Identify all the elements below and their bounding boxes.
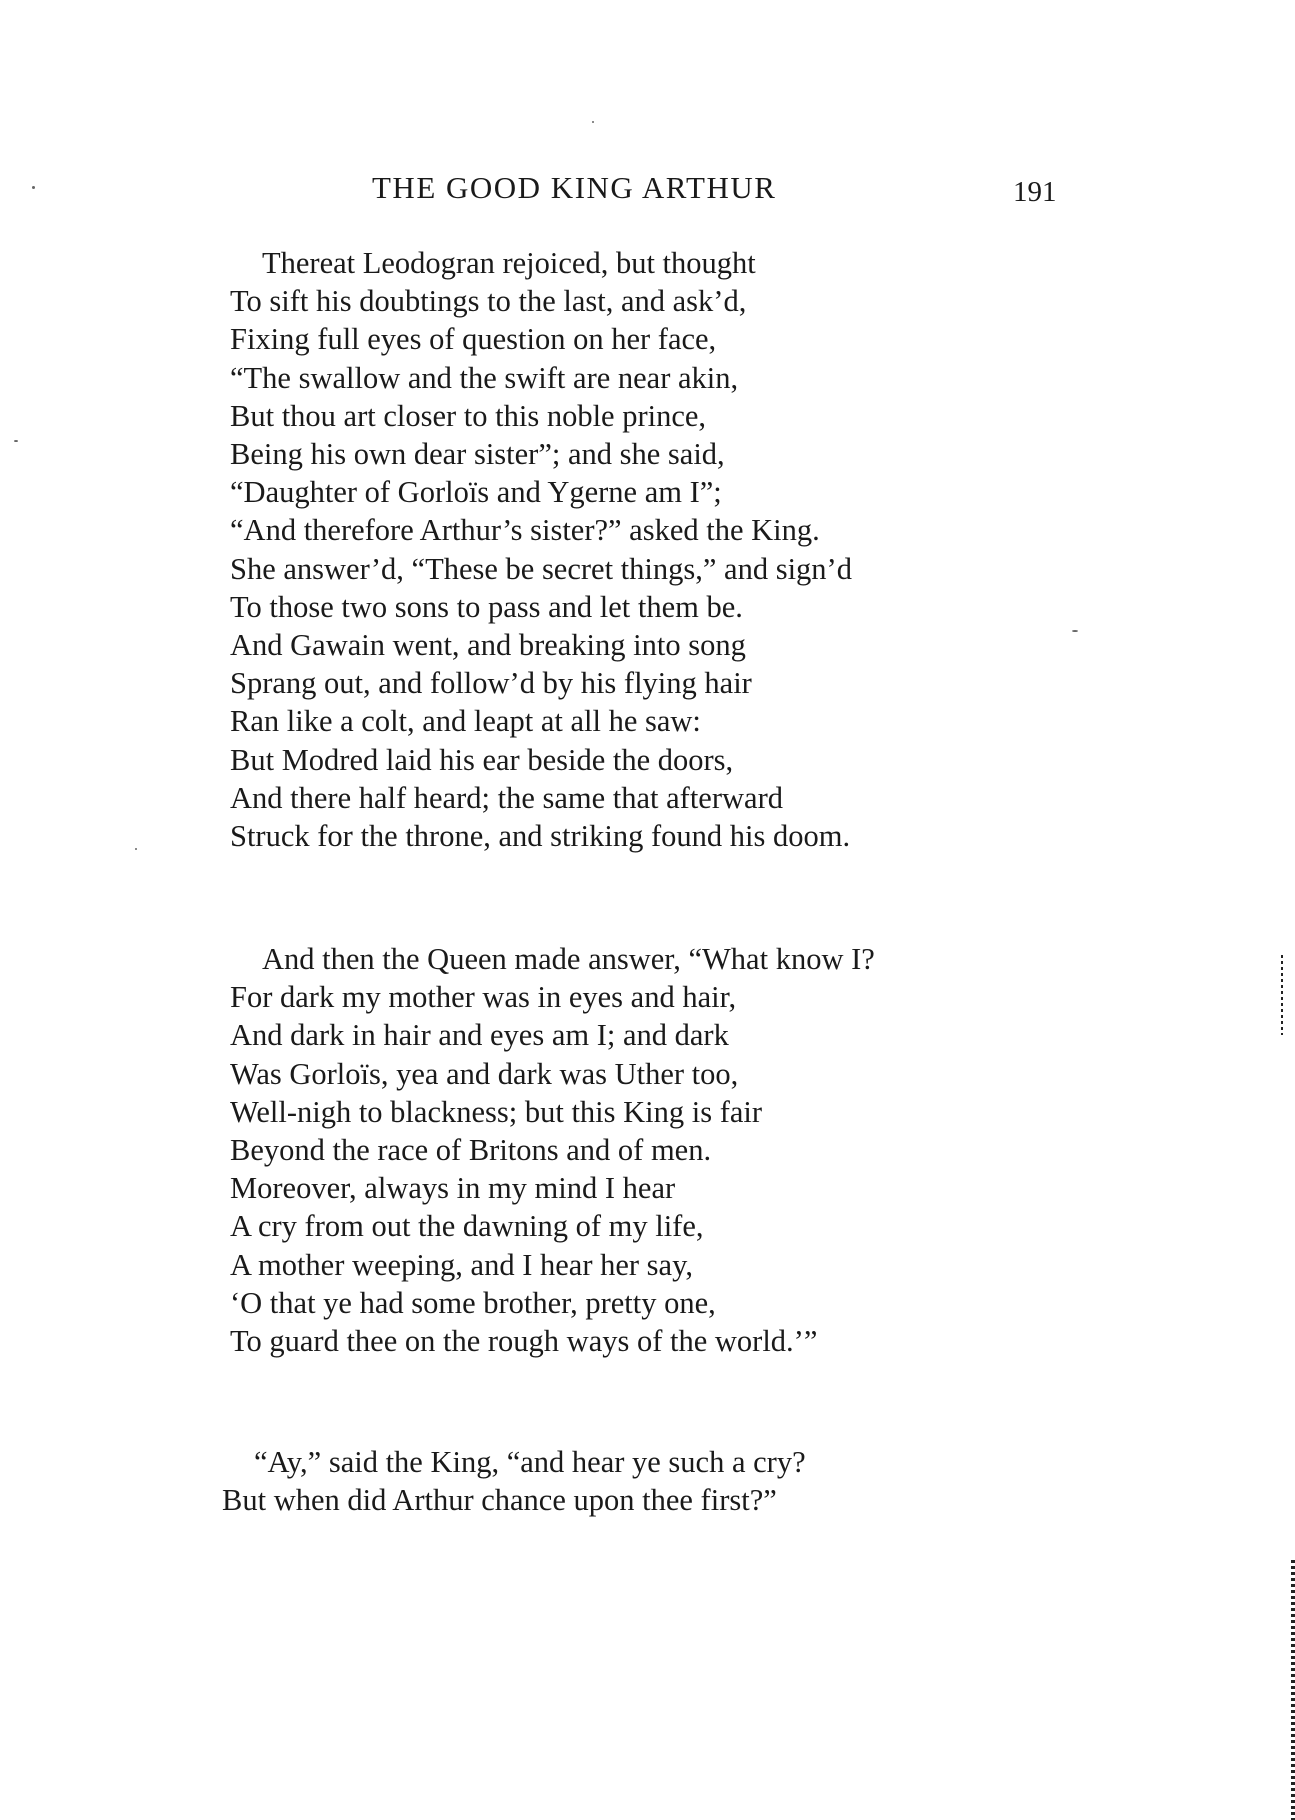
verse-line: “And therefore Arthur’s sister?” asked the King. bbox=[230, 513, 820, 548]
stanza-1 bbox=[230, 244, 1090, 855]
verse-line: Sprang out, and follow’d by his flying hair bbox=[230, 666, 752, 701]
stanza-3 bbox=[222, 1443, 1082, 1519]
verse-line: And there half heard; the same that afterward bbox=[230, 780, 783, 815]
verse-line: “Ay,” said the King, “and hear ye such a cry? bbox=[254, 1445, 806, 1479]
scan-edge-mark bbox=[1281, 955, 1283, 1035]
scan-edge-mark bbox=[1291, 1560, 1295, 1820]
verse-line: And then the Queen made answer, “What know I? bbox=[262, 942, 875, 976]
verse-line: But when did Arthur chance upon thee first?” bbox=[222, 1483, 777, 1518]
verse-line: Ran like a colt, and leapt at all he saw: bbox=[230, 704, 701, 739]
verse-line: But thou art closer to this noble prince, bbox=[230, 398, 707, 433]
verse-line: “Daughter of Gorloïs and Ygerne am I”; bbox=[230, 475, 722, 510]
page-number: 191 bbox=[1013, 176, 1057, 208]
verse-line: To guard thee on the rough ways of the world.’” bbox=[230, 1324, 818, 1359]
verse-line: But Modred laid his ear beside the doors, bbox=[230, 742, 734, 777]
verse-line: And dark in hair and eyes am I; and dark bbox=[230, 1018, 729, 1053]
running-title: THE GOOD KING ARTHUR bbox=[372, 170, 777, 205]
verse-line: Beyond the race of Britons and of men. bbox=[230, 1133, 712, 1168]
stanza-2 bbox=[230, 940, 1090, 1360]
scan-speck bbox=[1072, 630, 1078, 632]
verse-line: She answer’d, “These be secret things,” and sign’d bbox=[230, 551, 852, 586]
verse-line: A cry from out the dawning of my life, bbox=[230, 1209, 704, 1244]
verse-line: “The swallow and the swift are near akin, bbox=[230, 360, 739, 395]
verse-line: Moreover, always in my mind I hear bbox=[230, 1171, 676, 1206]
verse-line: For dark my mother was in eyes and hair, bbox=[230, 980, 737, 1015]
verse-line: To sift his doubtings to the last, and ask’d, bbox=[230, 284, 747, 319]
verse-line: Well-nigh to blackness; but this King is fair bbox=[230, 1094, 763, 1129]
scan-speck bbox=[592, 121, 594, 123]
verse-line: To those two sons to pass and let them be. bbox=[230, 589, 743, 624]
scan-speck bbox=[32, 186, 35, 189]
verse-line: Was Gorloïs, yea and dark was Uther too, bbox=[230, 1056, 739, 1091]
scan-speck bbox=[14, 440, 18, 442]
verse-line: And Gawain went, and breaking into song bbox=[230, 628, 746, 663]
verse-line: Thereat Leodogran rejoiced, but thought bbox=[262, 246, 756, 280]
verse-line: Fixing full eyes of question on her face, bbox=[230, 322, 717, 357]
scan-speck bbox=[135, 848, 137, 850]
verse-line: Struck for the throne, and striking found his doom. bbox=[230, 819, 851, 854]
verse-line: Being his own dear sister”; and she said, bbox=[230, 437, 725, 472]
verse-line: A mother weeping, and I hear her say, bbox=[230, 1247, 693, 1282]
verse-line: ‘O that ye had some brother, pretty one, bbox=[230, 1285, 716, 1320]
